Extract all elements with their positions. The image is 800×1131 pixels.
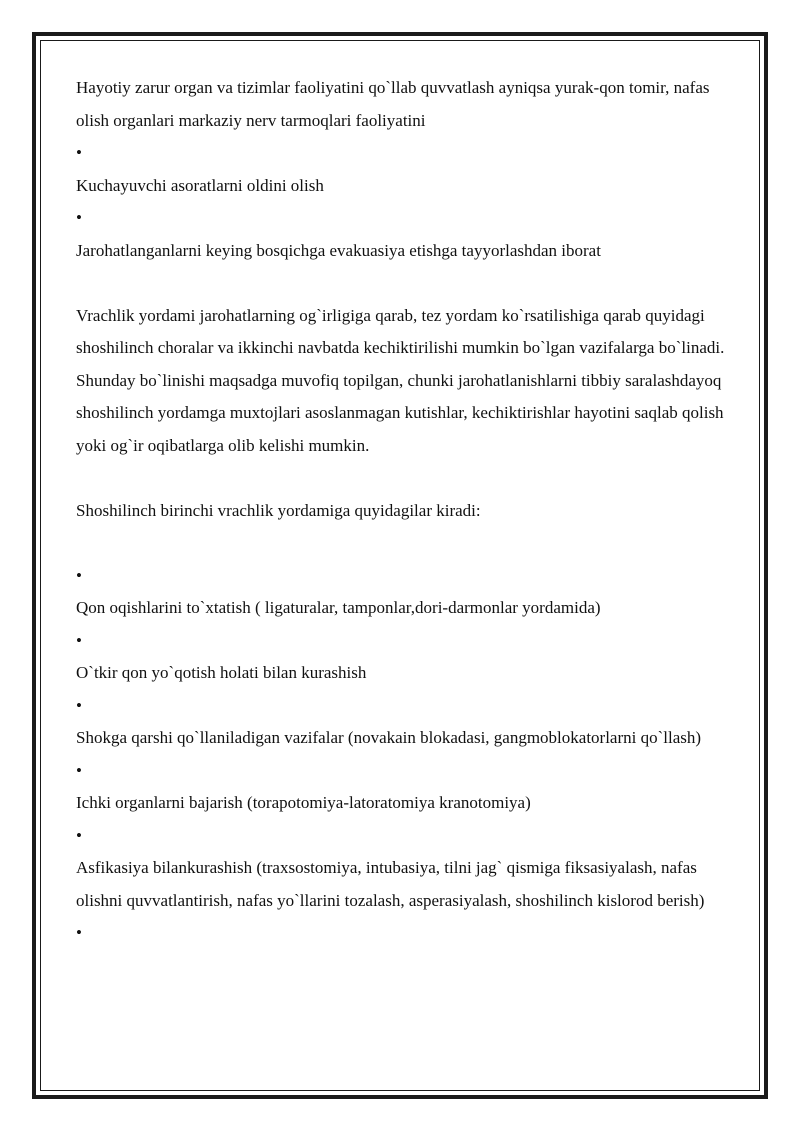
bullet-marker: • — [76, 208, 82, 227]
paragraph-gap — [76, 462, 736, 495]
bullet-marker: • — [76, 760, 82, 780]
list-item-shock: Shokga qarshi qo`llaniladigan vazifalar (novakain blokadasi, gangmoblokatorlarni qo`llash) — [76, 728, 702, 747]
paragraph-evacuation: Jarohatlanganlarni keying bosqichga evakuasiya etishga tayyorlashdan iborat — [76, 240, 601, 260]
paragraph-division-reason: Shunday bo`linishi maqsadga muvofiq topilgan, chunki jarohatlanishlarni tibbiy saralashdayoq shoshilinch yordamga muxtojlari asoslanmagan kutishlar, kechiktirishlar hayotini saqlab qolish yoki og`ir oqibatlarga olib kelishi mumkin. — [76, 370, 724, 455]
bullet-marker: • — [76, 143, 82, 162]
bullet-marker: • — [76, 630, 82, 650]
paragraph-gap — [76, 527, 736, 560]
bullet-marker: • — [76, 825, 82, 845]
paragraph-doctor-aid: Vrachlik yordami jarohatlarning og`irligiga qarab, tez yordam ko`rsatilishiga qarab quyidagi shoshilinch choralar va ikkinchi navbatda kechiktirilishi mumkin bo`lgan vazifalarga bo`linadi. — [76, 305, 725, 357]
bullet-marker: • — [76, 565, 82, 585]
paragraph-gap — [76, 267, 736, 300]
list-item-blood-loss: O`tkir qon yo`qotish holati bilan kurashish — [76, 663, 367, 682]
list-item-internal-organs: Ichki organlarni bajarish (torapotomiya-latoratomiya kranotomiya) — [76, 793, 531, 812]
paragraph-complications: Kuchayuvchi asoratlarni oldini olish — [76, 175, 324, 195]
bullet-marker: • — [76, 923, 82, 942]
paragraph-urgent-aid-heading: Shoshilinch birinchi vrachlik yordamiga quyidagilar kiradi: — [76, 500, 481, 520]
list-item-asphyxia: Asfikasiya bilankurashish (traxsostomiya, intubasiya, tilni jag` qismiga fiksasiyalash, nafas olishni quvvatlantirish, nafas yo`llarini tozalash, asperasiyalash, shoshilinch kislorod berish) — [76, 858, 705, 910]
bullet-marker: • — [76, 695, 82, 715]
list-item-bleeding: Qon oqishlarini to`xtatish ( ligaturalar, tamponlar,dori-darmonlar yordamida) — [76, 598, 601, 617]
paragraph-life-support: Hayotiy zarur organ va tizimlar faoliyatini qo`llab quvvatlash ayniqsa yurak-qon tomir, nafas olish organlari markaziy nerv tarmoqlari faoliyatini — [76, 78, 710, 130]
document-body — [76, 72, 736, 950]
